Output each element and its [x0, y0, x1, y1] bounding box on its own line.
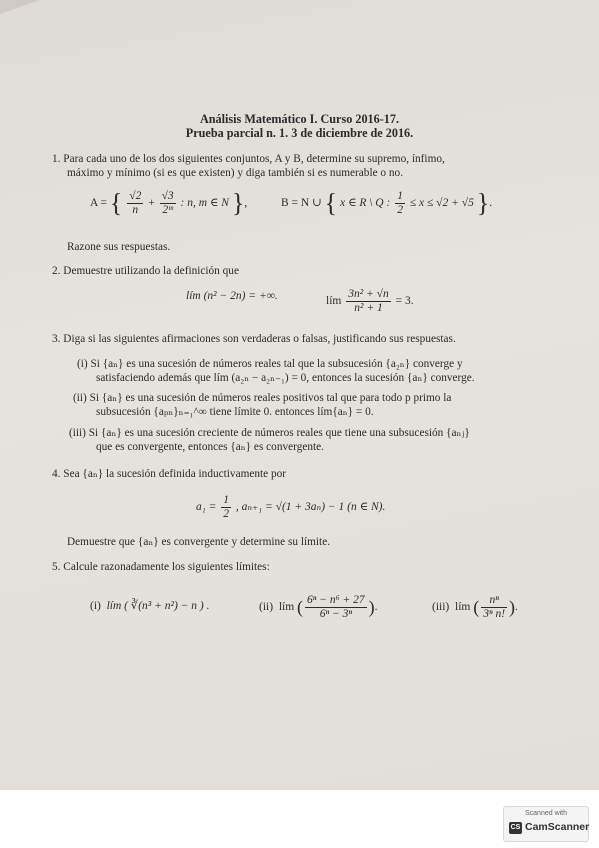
- camscanner-badge: [503, 806, 589, 842]
- frac-sqrt3-2m: $\frac{√3}{\text{2ᵐ}}$: [161, 190, 174, 216]
- q3-item-iii-line1: (iii) Si {aₙ} es una sucesión creciente de números reales que tiene una subsucesión {aₙⱼ}: [69, 427, 470, 439]
- page-fold-corner: [0, 0, 40, 14]
- exam-title: Análisis Matemático I. Curso 2016-17.: [199, 112, 400, 126]
- q5-limit-iii: (iii) lím ( $\frac{\text{nⁿ}}{\text{3ⁿ n!}}$ ).: [432, 594, 518, 620]
- set-a-condition: : n, m ∈ N: [180, 197, 229, 210]
- q3-item-i-line1: (i) Si {aₙ} es una sucesión de números reales tal que la subsucesión {a₂ₙ} converge y: [77, 358, 463, 370]
- q3-item-ii-line2: subsucesión {aₚₙ}ₙ₌₁^∞ tiene límite 0. entonces lím{aₙ} = 0.: [96, 406, 374, 418]
- q5-line1: 5. Calcule razonadamente los siguientes límites:: [52, 561, 270, 573]
- q1-line1: 1. Para cada uno de los dos siguientes conjuntos, A y B, determine su supremo, ínfimo,: [52, 153, 445, 165]
- q5-limit-i: (i) lím ( ∛(n³ + n²) − n ) .: [90, 600, 210, 612]
- q1-reason: Razone sus respuestas.: [67, 241, 171, 253]
- frac-limit-ii: $\frac{\text{6ⁿ − n⁶ + 27}}{\text{6ⁿ − 3ⁿ}}$: [307, 594, 365, 620]
- set-a-label: A =: [90, 197, 108, 210]
- q4-recurrence: a₁ = $\frac{1}{2}$ , aₙ₊₁ = √(1 + 3aₙ) − 1 (n ∈ N).: [196, 494, 386, 520]
- frac-sqrt2-n: $\frac{√2}{n}$: [129, 190, 142, 216]
- camscanner-logo-icon: CS: [509, 822, 522, 834]
- frac-one-half: $\frac{1}{2}$: [397, 190, 403, 216]
- frac-limit-iii: $\frac{\text{nⁿ}}{\text{3ⁿ n!}}$: [483, 594, 506, 620]
- exam-subtitle: Prueba parcial n. 1. 3 de diciembre de 2016.: [185, 126, 414, 140]
- q4-line1: 4. Sea {aₙ} la sucesión definida inductivamente por: [52, 468, 287, 480]
- frac-limit-2: $\frac{\text{3n² + √n}}{\text{n² + 1}}$: [348, 288, 389, 314]
- scanned-with-label: Scanned with: [524, 810, 568, 817]
- q1-set-b: B = N ∪ { x ∈ R \ Q : $\frac{1}{2}$ ≤ x ≤ √2 + √5 }.: [281, 188, 493, 218]
- set-b-bounds: ≤ x ≤ √2 + √5: [409, 197, 474, 210]
- set-b-label: B = N ∪: [281, 197, 322, 210]
- q1-line2: máximo y mínimo (si es que existen) y diga también si es numerable o no.: [67, 167, 404, 179]
- frac-a1-one-half: $\frac{1}{2}$: [223, 494, 230, 520]
- camscanner-brand: CamScanner: [525, 821, 590, 833]
- q2-line1: 2. Demuestre utilizando la definición que: [52, 265, 239, 277]
- q4-line2: Demuestre que {aₙ} es convergente y determine su límite.: [67, 536, 331, 548]
- q3-item-iii-line2: que es convergente, entonces {aₙ} es convergente.: [96, 441, 324, 453]
- q2-limit-1: lím (n² − 2n) = +∞.: [186, 290, 278, 302]
- q3-item-i-line2: satisfaciendo además que lím (a₂ₙ − a₂ₙ₋₁) = 0, entonces la sucesión {aₙ} converge.: [96, 372, 475, 384]
- q5-limit-ii: (ii) lím ( $\frac{\text{6ⁿ − n⁶ + 27}}{\text{6ⁿ − 3ⁿ}}$ ).: [259, 594, 378, 620]
- q1-set-a: A = { $\frac{√2}{n}$ + $\frac{√3}{\text{2ᵐ}}$ : n, m ∈ N },: [90, 188, 248, 218]
- q2-limit-2: lím $\frac{\text{3n² + √n}}{\text{n² + 1}}$ = 3.: [326, 288, 414, 314]
- set-b-condition: x ∈ R \ Q :: [339, 197, 391, 210]
- q3-line1: 3. Diga si las siguientes afirmaciones son verdaderas o falsas, justificando sus respuestas.: [52, 333, 456, 345]
- q3-item-ii-line1: (ii) Si {aₙ} es una sucesión de números reales positivos tal que para todo p primo la: [73, 392, 452, 404]
